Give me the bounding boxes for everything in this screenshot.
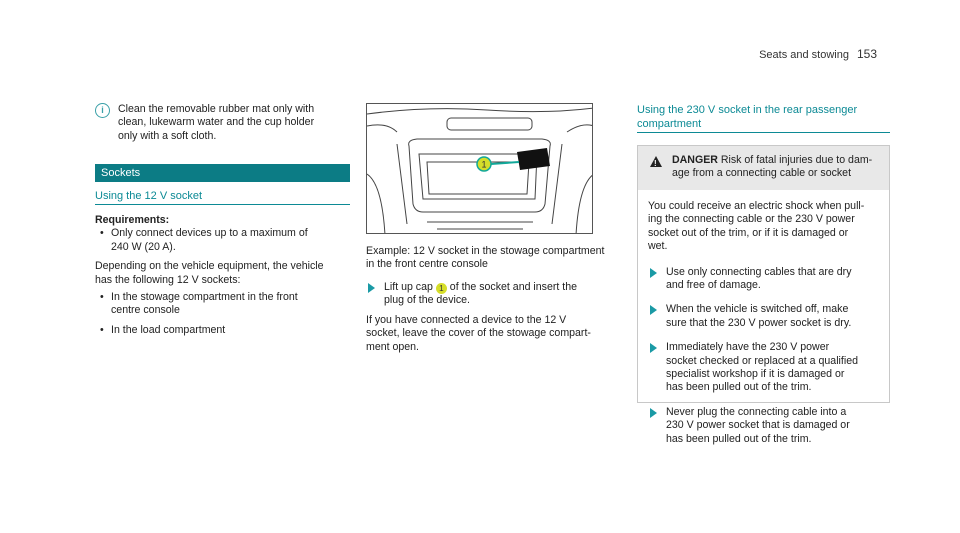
intro-line: Depending on the vehicle equipment, the vehicle	[95, 260, 324, 273]
description-line: You could receive an electric shock when pull-	[648, 200, 865, 212]
step-text: plug of the device.	[384, 294, 470, 307]
heading-230v-socket	[637, 103, 890, 131]
danger-head-text: Risk of fatal injuries due to dam-	[720, 154, 873, 166]
socket-location-item	[95, 324, 350, 337]
intro-text	[95, 260, 350, 287]
page-number: 153	[856, 47, 877, 61]
socket-illustration	[366, 103, 593, 234]
tip-line: only with a soft cloth.	[118, 129, 217, 142]
safety-step	[648, 266, 879, 293]
cover-note	[366, 314, 606, 354]
heading-line: compartment	[637, 118, 702, 130]
tip-line: clean, lukewarm water and the cup holder	[118, 116, 315, 129]
step-arrow-icon	[368, 283, 375, 293]
info-icon: i	[95, 103, 110, 118]
danger-description	[648, 200, 879, 254]
callout-number-icon: 1	[436, 283, 447, 294]
description-line: socket out of the trim, or if it is damaged or	[648, 226, 849, 239]
step-arrow-icon	[650, 408, 657, 418]
heading-rule	[637, 132, 890, 133]
tip-note	[95, 103, 350, 143]
step-line: 230 V power socket that is damaged or	[666, 419, 850, 432]
page-header	[759, 47, 877, 61]
requirement-line: • Only connect devices up to a maximum of	[111, 227, 308, 240]
description-line: ing the connecting cable or the 230 V power	[648, 213, 855, 226]
instruction-step	[366, 281, 606, 308]
step-line: and free of damage.	[666, 279, 761, 292]
section-title: Seats and stowing	[759, 49, 849, 61]
step-arrow-icon	[650, 305, 657, 315]
safety-step	[648, 303, 879, 330]
heading-rule	[95, 204, 350, 205]
description-line: wet.	[648, 240, 668, 253]
intro-line: has the following 12 V sockets:	[95, 273, 241, 286]
heading-line: Using the 230 V socket in the rear passenger	[637, 104, 858, 116]
danger-label: DANGER	[672, 154, 718, 166]
note-line: socket, leave the cover of the stowage compart-	[366, 327, 591, 340]
requirement-line: 240 W (20 A).	[111, 240, 176, 253]
warning-triangle-icon: !	[650, 156, 662, 167]
safety-step	[648, 341, 879, 395]
tip-text	[118, 103, 314, 143]
step-line: socket checked or replaced at a qualified	[666, 354, 858, 367]
heading-12v-socket: Using the 12 V socket	[95, 190, 203, 202]
bullet-line: • In the load compartment	[111, 323, 226, 336]
step-line: has been pulled out of the trim.	[666, 381, 812, 394]
step-line: When the vehicle is switched off, make	[666, 303, 849, 316]
instruction-block	[366, 281, 606, 354]
note-line: If you have connected a device to the 12 V	[366, 313, 567, 326]
note-line: ment open.	[366, 340, 420, 353]
step-line: sure that the 230 V power socket is dry.	[666, 316, 852, 329]
step-text: of the socket and insert the	[449, 281, 577, 293]
section-bar-sockets: Sockets	[95, 164, 350, 182]
caption-line: in the front centre console	[366, 258, 488, 271]
bullet-line: centre console	[111, 304, 180, 317]
socket-location-item	[95, 291, 350, 318]
console-drawing	[367, 104, 593, 234]
bullet-line: • In the stowage compartment in the front	[111, 291, 298, 304]
step-arrow-icon	[650, 268, 657, 278]
step-line: Never plug the connecting cable into a	[666, 405, 847, 418]
caption-line: Example: 12 V socket in the stowage compartment	[366, 245, 605, 257]
danger-head-text: age from a connecting cable or socket	[672, 167, 852, 180]
tip-line: Clean the removable rubber mat only with	[118, 103, 315, 115]
safety-step	[648, 406, 879, 446]
step-line: specialist workshop if it is damaged or	[666, 368, 845, 381]
danger-header	[638, 146, 889, 190]
requirements-block	[95, 214, 350, 337]
step-text: Lift up cap	[384, 281, 433, 293]
figure-caption	[366, 245, 606, 272]
danger-warning-box	[637, 145, 890, 445]
step-line: Use only connecting cables that are dry	[666, 265, 852, 278]
step-arrow-icon	[650, 343, 657, 353]
danger-body	[638, 190, 889, 446]
figure-callout-number: 1	[481, 159, 487, 170]
requirement-item	[95, 227, 350, 254]
step-line: Immediately have the 230 V power	[666, 341, 830, 354]
requirements-label: Requirements:	[95, 214, 170, 226]
step-line: has been pulled out of the trim.	[666, 432, 812, 445]
